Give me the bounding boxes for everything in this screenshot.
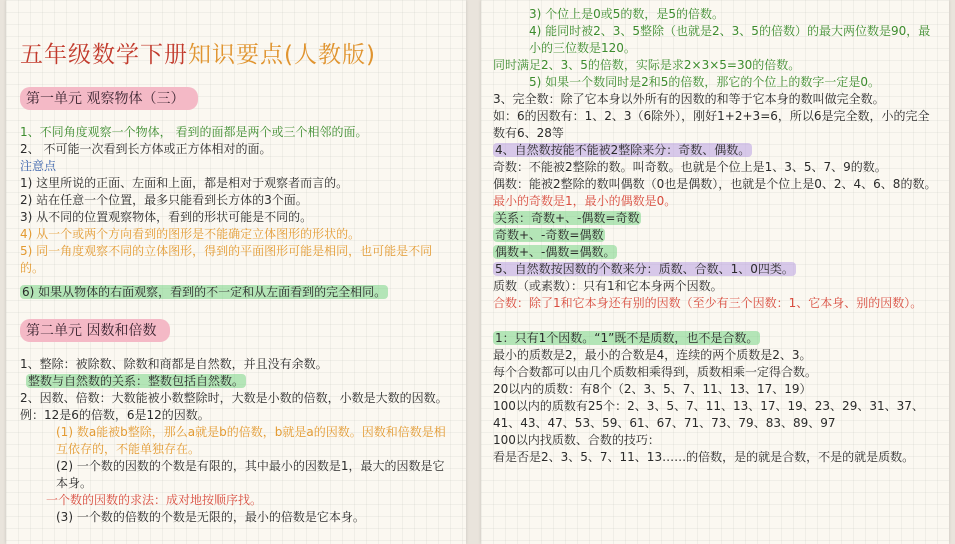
rule-3: 同时满足2、3、5的倍数，实际是求2×3×5=30的倍数。 [493,58,801,72]
relation-1-text: 关系：奇数+、-偶数=奇数 [495,211,640,225]
composite-product: 每个合数都可以由几个质数相乘得到，质数相乘一定得合数。 [493,365,818,379]
unit1-heading: 第一单元 观察物体（三） [20,87,198,110]
smallest-prime: 最小的质数是2，最小的合数是4，连续的两个质数是2、3。 [493,348,812,362]
perfect-number: 3、完全数：除了它本身以外所有的因数的和等于它本身的数叫做完全数。 [493,92,885,106]
primes-under-100: 100以内的质数有25个：2、3、5、7、11、13、17、19、23、29、31、37、41、43、47、53、59、61、67、71、73、79、83、89、97 [493,399,924,430]
title-part-2: 知识要点(人教版) [188,42,376,68]
relation-2 [493,227,939,244]
note-label: 注意点 [20,159,57,173]
note-4: 4) 从一个或两个方向看到的图形是不能确定立体图形的形状的。 [20,227,361,241]
unit2-heading: 第二单元 因数和倍数 [20,319,170,342]
one-note [493,330,939,347]
one-note-text: 1：只有1个因数。“1”既不是质数，也不是合数。 [495,331,759,345]
page-title [20,36,456,69]
unit2-line-3: 2、因数、倍数：大数能被小数整除时，大数是小数的倍数，小数是大数的因数。 [20,391,448,405]
relation-2-text: 奇数+、-奇数=偶数 [495,228,604,242]
unit2-line-2 [20,373,456,390]
unit2-line-5: (1) 数a能被b整除，那么a就是b的倍数，b就是a的因数。因数和倍数是相互依存的，不能单独存在。 [56,425,446,456]
unit2-line-7: 一个数的因数的求法：成对地按顺序找。 [46,493,263,507]
prime-composite-title-text: 5、自然数按因数的个数来分：质数、合数、1、0四类。 [495,262,794,276]
relation-1 [493,210,939,227]
primes-under-20: 20以内的质数：有8个（2、3、5、7、11、13、17、19） [493,382,812,396]
composite-definition: 合数：除了1和它本身还有别的因数（至少有三个因数：1、它本身、别的因数）。 [493,296,923,310]
odd-definition: 奇数：不能被2整除的数。叫奇数。也就是个位上是1、3、5、7、9的数。 [493,160,887,174]
note-5: 5) 同一角度观察不同的立体图形，得到的平面图形可能是相同，也可能是不同的。 [20,244,433,275]
odd-even-title-text: 4、自然数按能不能被2整除来分：奇数、偶数。 [495,143,751,157]
unit2-line-1: 1、整除：被除数、除数和商都是自然数，并且没有余数。 [20,357,328,371]
odd-even-title [493,142,939,159]
unit2-line-2-text: 整数与自然数的关系：整数包括自然数。 [28,374,245,388]
unit2-line-8: (3) 一个数的倍数的个数是无限的，最小的倍数是它本身。 [56,510,365,524]
even-definition: 偶数：能被2整除的数叫偶数（0也是偶数），也就是个位上是0、2、4、6、8的数。 [493,177,937,191]
note-3: 3) 从不同的位置观察物体，看到的形状可能是不同的。 [20,210,313,224]
smallest-odd-even: 最小的奇数是1，最小的偶数是0。 [493,194,677,208]
relation-3-text: 偶数+、-偶数=偶数。 [495,245,616,259]
rule-2: 4) 能同时被2、3、5整除（也就是2、3、5的倍数）的最大两位数是90，最小的三位数是120。 [529,24,931,55]
note-1: 1) 这里所说的正面、左面和上面，都是相对于观察者而言的。 [20,176,349,190]
note-2: 2) 站在任意一个位置，最多只能看到长方体的3个面。 [20,193,308,207]
title-part-1: 五年级数学下册 [20,42,188,68]
note-6 [20,284,456,301]
note-6-text: 6) 如果从物体的右面观察，看到的不一定和从左面看到的完全相同。 [22,285,387,299]
unit2-line-4: 例：12是6的倍数，6是12的因数。 [20,408,210,422]
rule-1: 3) 个位上是0或5的数，是5的倍数。 [529,7,725,21]
prime-composite-title [493,261,939,278]
perfect-number-example: 如：6的因数有：1、2、3（6除外），刚好1+2+3=6，所以6是完全数，小的完全数有6、28等 [493,109,930,140]
unit2-line-6: (2) 一个数的因数的个数是有限的，其中最小的因数是1，最大的因数是它本身。 [56,459,445,490]
prime-tip: 看是否是2、3、5、7、11、13……的倍数，是的就是合数，不是的就是质数。 [493,450,915,464]
relation-3 [493,244,939,261]
left-page [6,0,466,544]
rule-4: 5) 如果一个数同时是2和5的倍数，那它的个位上的数字一定是0。 [529,75,881,89]
prime-definition: 质数（或素数）：只有1和它本身两个因数。 [493,279,723,293]
unit1-line-1: 1、不同角度观察一个物体， 看到的面都是两个或三个相邻的面。 [20,125,368,139]
right-page [481,0,949,544]
prime-tip-title: 100以内找质数、合数的技巧： [493,433,660,447]
unit1-line-2: 2、 不可能一次看到长方体或正方体相对的面。 [20,142,272,156]
